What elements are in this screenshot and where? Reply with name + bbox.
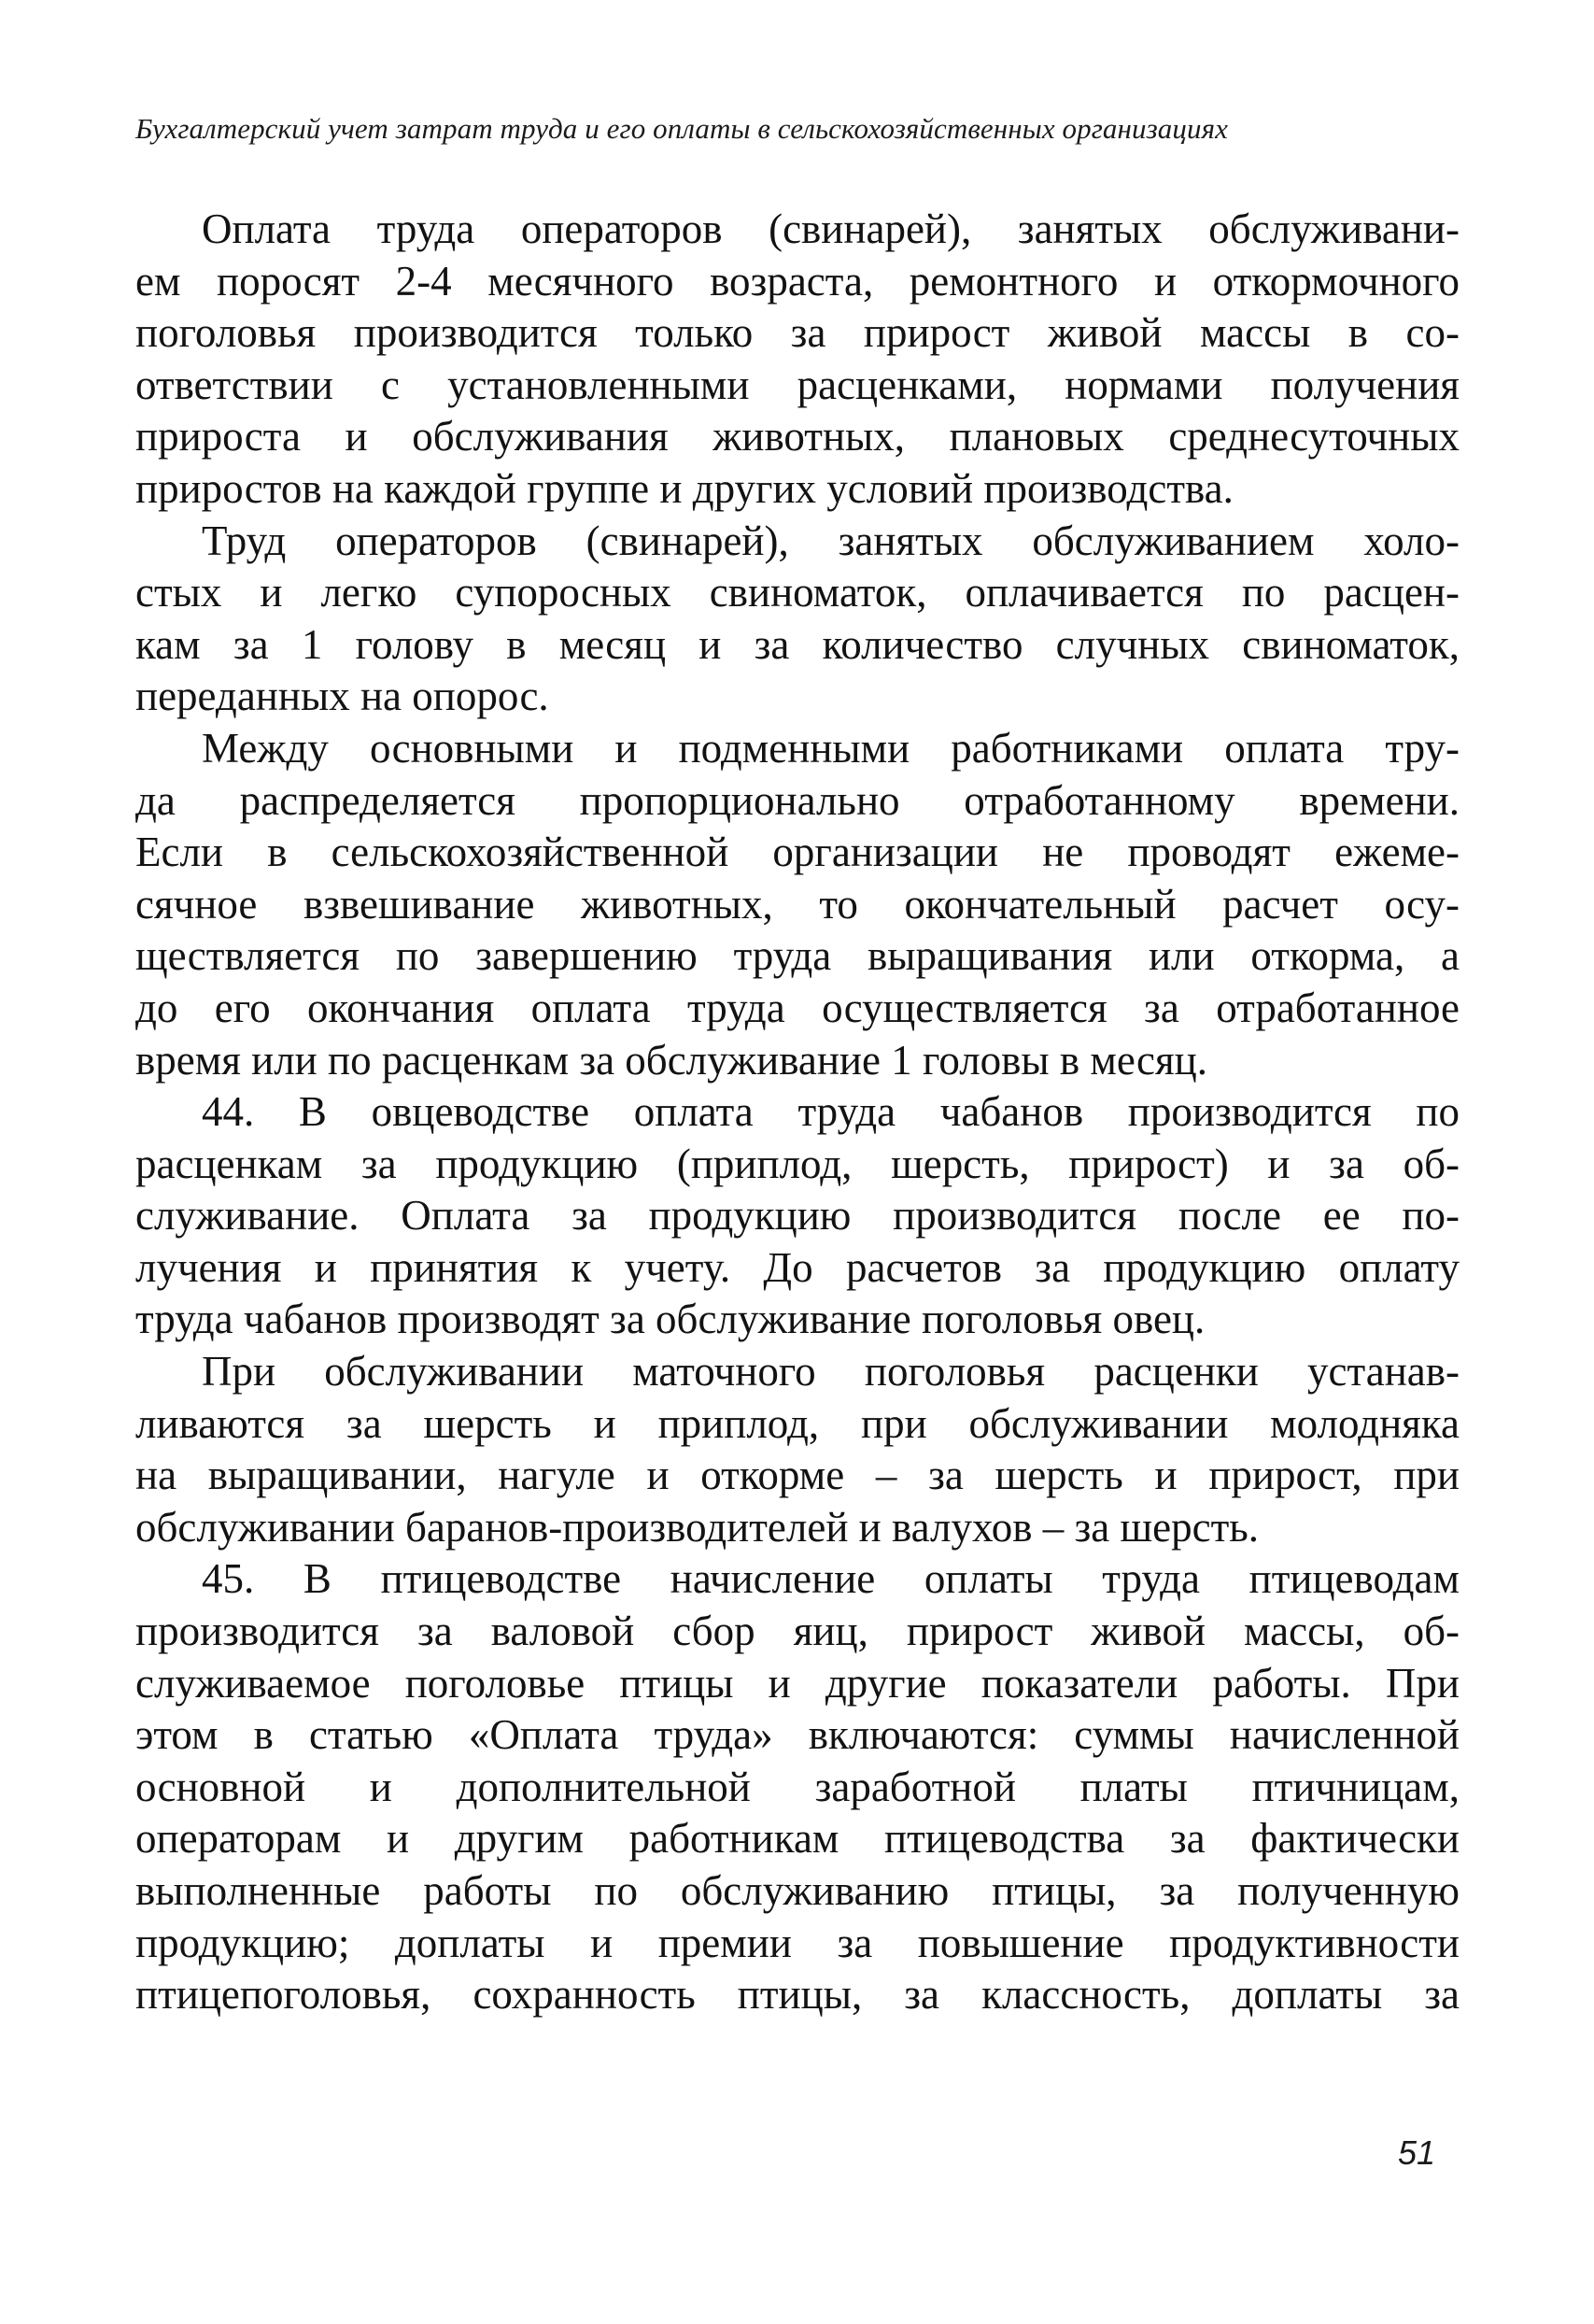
text-line: труда чабанов производят за обслуживание поголовья овец. xyxy=(135,1296,1206,1343)
text-line: Между основными и подменными работниками оплата тру- xyxy=(202,724,1460,772)
paragraph xyxy=(135,1086,1460,1346)
text-line: кам за 1 голову в месяц и за количество случных свиноматок, xyxy=(135,620,1460,668)
text-line: расценкам за продукцию (приплод, шерсть, прирост) и за об- xyxy=(135,1140,1460,1187)
text-line: время или по расценкам за обслуживание 1 головы в месяц. xyxy=(135,1036,1207,1084)
text-line: операторам и другим работникам птицеводства за фактически xyxy=(135,1815,1460,1863)
text-line: приростов на каждой группе и других условий производства. xyxy=(135,464,1234,512)
text-line: ем поросят 2-4 месячного возраста, ремонтного и откормочного xyxy=(135,257,1460,305)
paragraph xyxy=(135,723,1460,1086)
text-line: Труд операторов (свинарей), занятых обслуживанием холо- xyxy=(202,517,1460,564)
text-line: лучения и принятия к учету. До расчетов за продукцию оплату xyxy=(135,1243,1460,1291)
paragraph xyxy=(135,1553,1460,2020)
text-line: При обслуживании маточного поголовья расценки устанав- xyxy=(202,1348,1460,1396)
text-line: сячное взвешивание животных, то окончательный расчет осу- xyxy=(135,880,1460,928)
text-line: Оплата труда операторов (свинарей), занятых обслуживани- xyxy=(202,205,1460,252)
paragraph xyxy=(135,204,1460,516)
body-text xyxy=(135,204,1460,2021)
text-line: служиваемое поголовье птицы и другие показатели работы. При xyxy=(135,1659,1460,1707)
text-line: служивание. Оплата за продукцию производится после ее по- xyxy=(135,1192,1460,1240)
text-line: ществляется по завершению труда выращивания или откорма, а xyxy=(135,932,1460,980)
text-line: Если в сельскохозяйственной организации не проводят ежеме- xyxy=(135,829,1460,876)
text-line: выполненные работы по обслуживанию птицы, за полученную xyxy=(135,1867,1460,1914)
text-line: на выращивании, нагуле и откорме – за шерсть и прирост, при xyxy=(135,1452,1460,1499)
text-line: обслуживании баранов-производителей и валухов – за шерсть. xyxy=(135,1503,1260,1551)
text-line: основной и дополнительной заработной платы птичницам, xyxy=(135,1763,1460,1810)
page-number: 51 xyxy=(1398,2133,1436,2172)
text-line: поголовья производится только за прирост живой массы в со- xyxy=(135,309,1460,357)
text-line: прироста и обслуживания животных, плановых среднесуточных xyxy=(135,413,1460,461)
text-line: ливаются за шерсть и приплод, при обслуживании молодняка xyxy=(135,1399,1460,1447)
text-line: 44. В овцеводстве оплата труда чабанов производится по xyxy=(202,1088,1460,1136)
text-line: производится за валовой сбор яиц, прирост живой массы, об- xyxy=(135,1608,1460,1655)
text-line: продукцию; доплаты и премии за повышение продуктивности xyxy=(135,1919,1460,1966)
text-line: 45. В птицеводстве начисление оплаты труда птицеводам xyxy=(202,1555,1460,1603)
text-line: ответствии с установленными расценками, нормами получения xyxy=(135,361,1460,408)
text-line: до его окончания оплата труда осуществляется за отработанное xyxy=(135,984,1460,1031)
text-line: стых и легко супоросных свиноматок, оплачивается по расцен- xyxy=(135,569,1460,616)
text-line: да распределяется пропорционально отработанному времени. xyxy=(135,776,1460,824)
text-line: птицепоголовья, сохранность птицы, за классность, доплаты за xyxy=(135,1971,1460,2019)
running-header: Бухгалтерский учет затрат труда и его оплаты в сельскохозяйственных организациях xyxy=(135,112,1228,145)
text-line: этом в статью «Оплата труда» включаются: суммы начисленной xyxy=(135,1711,1460,1759)
paragraph xyxy=(135,1346,1460,1553)
text-line: переданных на опорос. xyxy=(135,673,549,720)
paragraph xyxy=(135,516,1460,723)
